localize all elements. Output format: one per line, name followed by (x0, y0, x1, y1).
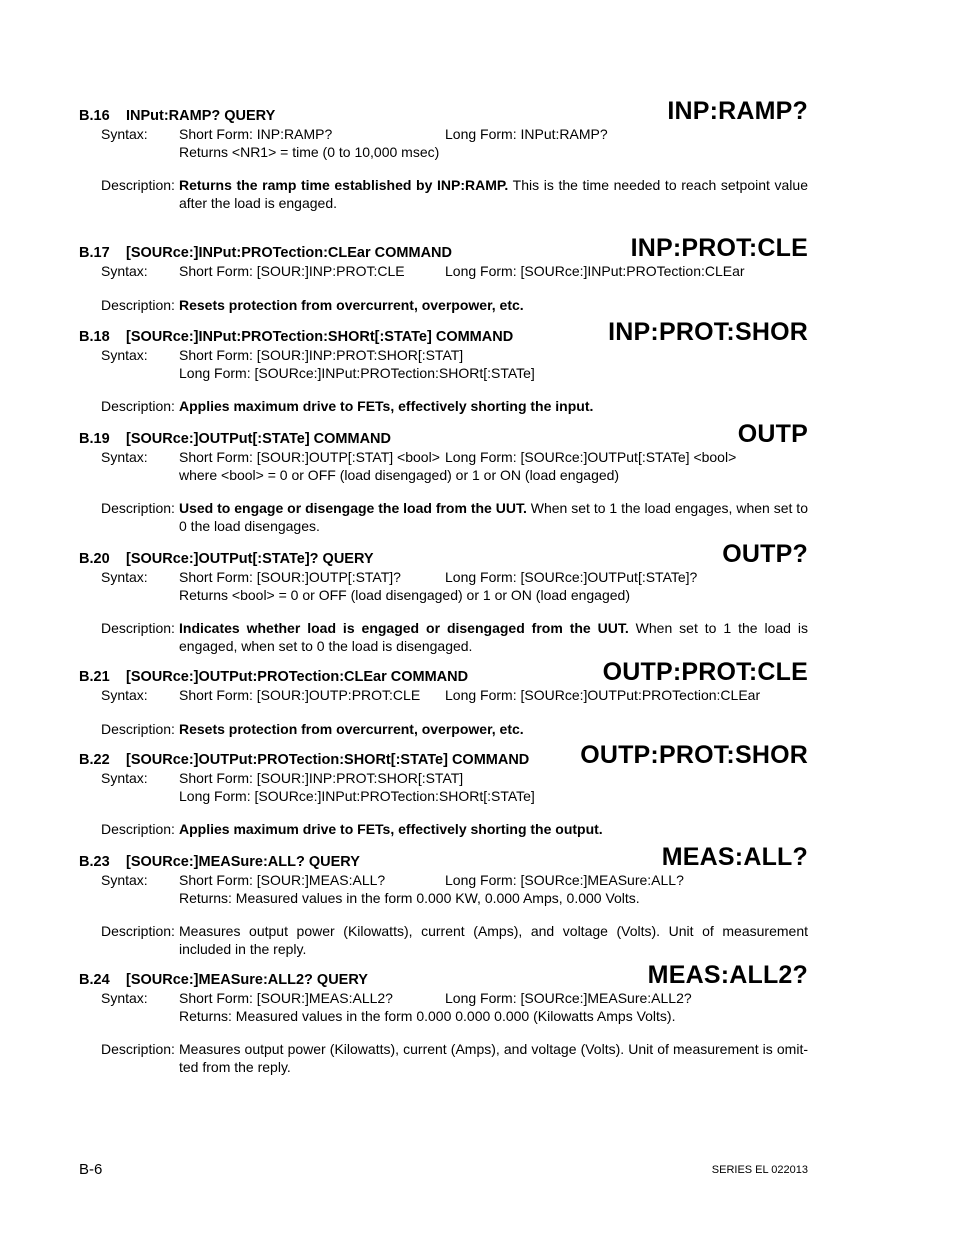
long-form: Long Form: [SOURce:]MEASure:ALL2? (445, 990, 692, 1006)
description-bold: Used to engage or disengage the load from the UUT. (179, 500, 527, 516)
description-row (79, 620, 808, 655)
description-bold: Resets protection from overcurrent, overpower, etc. (179, 296, 524, 313)
description-label: Description: (101, 620, 175, 636)
section-number: B.23 (79, 854, 110, 870)
section-b22 (79, 741, 808, 839)
section-header (79, 234, 808, 262)
section-number: B.24 (79, 972, 110, 988)
description-row (79, 821, 808, 839)
syntax-label: Syntax: (101, 347, 148, 363)
short-form: Short Form: INP:RAMP? (179, 126, 333, 142)
description-bold: Returns the ramp time established by INP:RAMP. (179, 177, 509, 193)
section-title (79, 431, 391, 447)
section-title-text: [SOURce:]INPut:PROTection:CLEar COMMAND (126, 245, 452, 261)
short-form: Short Form: [SOUR:]MEAS:ALL2? (179, 990, 393, 1006)
syntax-row (79, 770, 808, 805)
long-form: Long Form: [SOURce:]OUTPut[:STATe]? (445, 569, 698, 585)
syntax-label: Syntax: (101, 126, 148, 142)
description-label: Description: (101, 398, 175, 414)
command-mnemonic: OUTP? (722, 540, 808, 568)
section-title (79, 108, 275, 124)
description-bold: Applies maximum drive to FETs, effectively shorting the input. (179, 398, 594, 414)
section-number: B.21 (79, 669, 110, 685)
short-form: Short Form: [SOUR:]INP:PROT:CLE (179, 263, 405, 279)
section-b23 (79, 843, 808, 958)
section-header (79, 843, 808, 871)
command-mnemonic: INP:PROT:CLE (630, 234, 808, 262)
section-header (79, 318, 808, 346)
syntax-row (79, 449, 808, 484)
section-b20 (79, 540, 808, 655)
section-title (79, 669, 468, 685)
description-text: Measures output power (Kilowatts), current (Amps), and voltage (Volts). Unit of measurement is omit-ted from the reply. (179, 1041, 808, 1075)
description-row (79, 923, 808, 958)
long-form: Long Form: [SOURce:]INPut:PROTection:SHORt[:STATe] (179, 364, 535, 381)
command-mnemonic: OUTP:PROT:SHOR (580, 741, 808, 769)
returns-line: Returns: Measured values in the form 0.000 0.000 0.000 (Kilowatts Amps Volts). (179, 1007, 676, 1024)
description-label: Description: (101, 720, 175, 737)
description-row (79, 398, 808, 416)
section-title-text: [SOURce:]OUTPut:PROTection:SHORt[:STATe] COMMAND (126, 752, 530, 768)
description-row (79, 721, 808, 739)
short-form: Short Form: [SOUR:]OUTP[:STAT]? (179, 569, 401, 585)
section-b18 (79, 318, 808, 416)
description-label: Description: (101, 821, 175, 837)
short-form: Short Form: [SOUR:]MEAS:ALL? (179, 872, 386, 888)
section-title-text: INPut:RAMP? QUERY (126, 108, 276, 124)
section-header (79, 658, 808, 686)
short-form: Short Form: [SOUR:]OUTP:PROT:CLE (179, 687, 421, 703)
syntax-label: Syntax: (101, 263, 148, 279)
command-mnemonic: INP:RAMP? (667, 97, 808, 125)
section-title-text: [SOURce:]OUTPut[:STATe]? QUERY (126, 551, 374, 567)
syntax-label: Syntax: (101, 569, 148, 585)
description-bold: Resets protection from overcurrent, overpower, etc. (179, 720, 524, 737)
long-form: Long Form: [SOURce:]OUTPut:PROTection:CLEar (445, 687, 761, 703)
section-title-text: [SOURce:]OUTPut[:STATe] COMMAND (126, 431, 392, 447)
section-title (79, 972, 368, 988)
section-b24 (79, 961, 808, 1076)
short-form: Short Form: [SOUR:]INP:PROT:SHOR[:STAT] (179, 347, 464, 363)
command-mnemonic: MEAS:ALL2? (647, 961, 808, 989)
description-label: Description: (101, 500, 175, 516)
syntax-row (79, 263, 808, 281)
syntax-label: Syntax: (101, 449, 148, 465)
syntax-row (79, 126, 808, 161)
command-mnemonic: MEAS:ALL? (661, 843, 808, 871)
description-row (79, 500, 808, 535)
section-number: B.20 (79, 551, 110, 567)
syntax-label: Syntax: (101, 687, 148, 703)
description-row (79, 297, 808, 315)
section-title-text: [SOURce:]INPut:PROTection:SHORt[:STATe] COMMAND (126, 329, 514, 345)
description-text: When set to 1 the load engages, when set to 0 the load disengages. (179, 500, 808, 534)
section-header (79, 97, 808, 125)
section-title (79, 752, 529, 768)
description-row (79, 177, 808, 212)
section-b21 (79, 658, 808, 738)
section-number: B.17 (79, 245, 110, 261)
description-row (79, 1041, 808, 1076)
syntax-row (79, 687, 808, 705)
section-number: B.19 (79, 431, 110, 447)
section-title (79, 245, 452, 261)
section-b16 (79, 97, 808, 212)
returns-line: Returns <NR1> = time (0 to 10,000 msec) (179, 143, 440, 160)
section-header (79, 961, 808, 989)
syntax-row (79, 990, 808, 1025)
section-header (79, 540, 808, 568)
section-number: B.18 (79, 329, 110, 345)
section-title (79, 551, 374, 567)
long-form: Long Form: [SOURce:]MEASure:ALL? (445, 872, 684, 888)
description-label: Description: (101, 296, 175, 313)
syntax-label: Syntax: (101, 990, 148, 1006)
document-id: SERIES EL 022013 (711, 1164, 808, 1176)
section-title-text: [SOURce:]MEASure:ALL2? QUERY (126, 972, 368, 988)
long-form: Long Form: [SOURce:]OUTPut[:STATe] <bool> (445, 449, 737, 465)
command-mnemonic: OUTP (737, 420, 808, 448)
short-form: Short Form: [SOUR:]INP:PROT:SHOR[:STAT] (179, 770, 464, 786)
description-bold: Applies maximum drive to FETs, effectively shorting the output. (179, 821, 603, 837)
section-title-text: [SOURce:]MEASure:ALL? QUERY (126, 854, 360, 870)
description-text: This is the time needed to reach setpoint value after the load is engaged. (179, 177, 808, 211)
long-form: Long Form: [SOURce:]INPut:PROTection:CLEar (445, 263, 745, 279)
syntax-row (79, 347, 808, 382)
syntax-row (79, 569, 808, 604)
section-number: B.22 (79, 752, 110, 768)
section-header (79, 420, 808, 448)
section-b17 (79, 234, 808, 314)
syntax-label: Syntax: (101, 872, 148, 888)
syntax-label: Syntax: (101, 770, 148, 786)
returns-line: Returns: Measured values in the form 0.000 KW, 0.000 Amps, 0.000 Volts. (179, 889, 640, 906)
returns-line: Returns <bool> = 0 or OFF (load disengaged) or 1 or ON (load engaged) (179, 586, 630, 603)
long-form: Long Form: INPut:RAMP? (445, 126, 608, 142)
long-form: Long Form: [SOURce:]INPut:PROTection:SHORt[:STATe] (179, 787, 535, 804)
description-text: When set to 1 the load is engaged, when set to 0 the load is disengaged. (179, 620, 808, 654)
command-mnemonic: OUTP:PROT:CLE (602, 658, 808, 686)
section-title (79, 329, 513, 345)
description-text: Measures output power (Kilowatts), current (Amps), and voltage (Volts). Unit of measurement included in the reply. (179, 923, 808, 957)
syntax-row (79, 872, 808, 907)
short-form: Short Form: [SOUR:]OUTP[:STAT] <bool> (179, 449, 440, 465)
description-label: Description: (101, 923, 175, 939)
returns-line: where <bool> = 0 or OFF (load disengaged) or 1 or ON (load engaged) (179, 466, 620, 483)
section-title-text: [SOURce:]OUTPut:PROTection:CLEar COMMAND (126, 669, 469, 685)
description-bold: Indicates whether load is engaged or disengaged from the UUT. (179, 620, 629, 636)
description-label: Description: (101, 177, 175, 193)
description-label: Description: (101, 1041, 175, 1057)
page-number: B-6 (79, 1161, 103, 1178)
section-b19 (79, 420, 808, 535)
section-number: B.16 (79, 108, 110, 124)
section-header (79, 741, 808, 769)
command-mnemonic: INP:PROT:SHOR (608, 318, 808, 346)
section-title (79, 854, 360, 870)
